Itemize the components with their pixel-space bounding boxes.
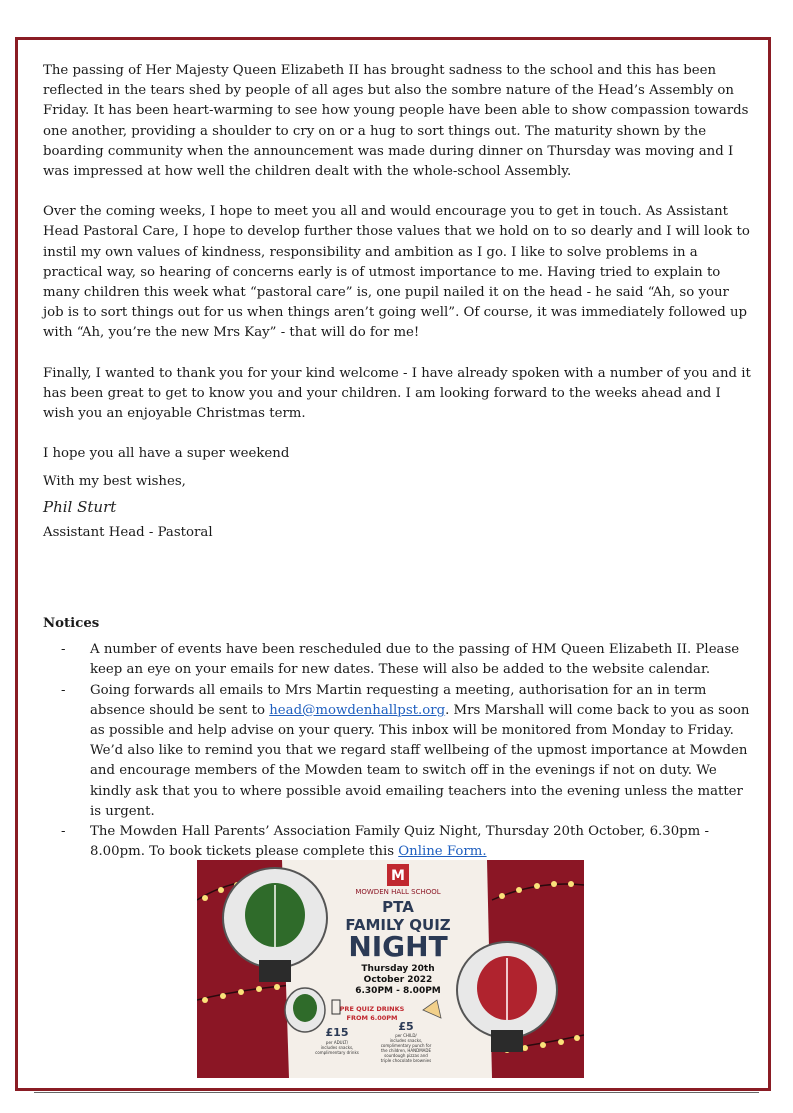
paragraph-3: Finally, I wanted to thank you for your kind welcome - I have already spoken with a number of you and it has been great to get to know you and your children. I am looking forward to the weeks ahead and I wish you an enjoyable Christmas term. bbox=[43, 365, 751, 422]
poster-time: 6.30PM - 8.00PM bbox=[355, 986, 441, 996]
quiz-night-poster bbox=[197, 860, 584, 1078]
paragraph-2: Over the coming weeks, I hope to meet you all and would encourage you to get in touch. As Assistant Head Pastoral Care, I hope to develop further those values that we hold on to so dearly and I will look to instil my own values of kindness, responsibility and ambition as I go. I like to solve problems in a practical way, so hearing of concerns early is of utmost importance to me. Having tried to explain to many children this week what “pastoral care” is, one pupil nailed it on the head - he said “Ah, so your job is to sort things out for us when things aren’t going well”. Of course, it was immediately followed up with “Ah, you’re the new Mrs Kay” - that will do for me! bbox=[43, 204, 750, 341]
poster-child-note4: the children, HANDMADE bbox=[380, 1048, 432, 1053]
signature: Phil Sturt bbox=[43, 497, 117, 516]
head-email-link[interactable]: head@mowdenhallpst.org bbox=[269, 702, 446, 718]
poster-child-note3: complimentary punch for bbox=[380, 1043, 432, 1048]
footer-divider bbox=[34, 1092, 759, 1093]
poster-line1: PTA bbox=[382, 898, 414, 916]
letter-body bbox=[43, 61, 753, 863]
poster-price-child: £5 bbox=[398, 1020, 414, 1033]
poster-child-note6: triple chocolate brownies bbox=[380, 1058, 432, 1063]
poster-date2: October 2022 bbox=[363, 975, 433, 985]
notices-heading: Notices bbox=[43, 616, 100, 632]
svg-text:M: M bbox=[391, 868, 405, 884]
list-dash: - bbox=[61, 824, 66, 840]
poster-adult-note1: per ADULT/ bbox=[325, 1040, 349, 1045]
poster-child-note1: per CHILD/ bbox=[395, 1033, 417, 1038]
poster-adult-note3: complimentary drinks bbox=[315, 1050, 359, 1055]
lightbulb-small-icon bbox=[285, 988, 325, 1032]
list-dash: - bbox=[61, 642, 66, 658]
signatory-role: Assistant Head - Pastoral bbox=[43, 524, 213, 540]
poster-school: MOWDEN HALL SCHOOL bbox=[355, 888, 441, 896]
list-item bbox=[43, 640, 753, 680]
notice-email-text-start: Going forwards all emails to Mrs Martin requesting a meeting, authorisation for an in term absence should be sent to bbox=[90, 682, 707, 718]
online-form-link[interactable]: Online Form. bbox=[398, 844, 487, 860]
poster-child-note2: includes snacks, bbox=[389, 1038, 423, 1043]
closing-line: I hope you all have a super weekend bbox=[43, 446, 290, 462]
poster-drinks2: FROM 6.00PM bbox=[346, 1014, 398, 1022]
list-item bbox=[43, 681, 753, 822]
poster-price-adult: £15 bbox=[325, 1026, 349, 1039]
notice-email-text-end: . Mrs Marshall will come back to you as soon as possible and help advise on your query. This inbox will be monitored from Monday to Friday. We’d also like to remind you that we regard staff wellbeing of the upmost importance at Mowden and encourage members of the Mowden team to switch off in the evenings if not on duty. We kindly ask that you to where possible avoid emailing teachers into the evening unless the matter is urgent. bbox=[90, 702, 750, 819]
poster-date1: Thursday 20th bbox=[361, 964, 435, 974]
poster-adult-note2: includes snacks, bbox=[320, 1045, 354, 1050]
paragraph-1: The passing of Her Majesty Queen Elizabeth II has brought sadness to the school and this has been reflected in the tears shed by people of all ages but also the sombre nature of the Head’s Assembly on Friday. It has been heart-warming to see how young people have been able to show compassion towards one another, providing a shoulder to cry on or a hug to sort things out. The maturity shown by the boarding community when the announcement was made during dinner on Thursday was moving and I was impressed at how well the children dealt with the whole-school Assembly. bbox=[43, 63, 749, 180]
sign-off: With my best wishes, bbox=[43, 474, 186, 490]
notices-list bbox=[43, 640, 753, 862]
notice-rescheduled-text: A number of events have been rescheduled due to the passing of HM Queen Elizabeth II. Please keep an eye on your emails for new dates. These will also be added to the website calendar. bbox=[90, 642, 740, 678]
poster-child-note5: sourdough pizzas and bbox=[384, 1053, 428, 1058]
notice-quiz-text: The Mowden Hall Parents’ Association Family Quiz Night, Thursday 20th October, 6.30pm - 8.00pm. To book tickets please complete this bbox=[90, 824, 710, 860]
list-item bbox=[43, 822, 753, 862]
list-dash: - bbox=[61, 682, 66, 698]
poster-drinks1: PRE QUIZ DRINKS bbox=[339, 1005, 405, 1013]
poster-line3: NIGHT bbox=[348, 930, 448, 963]
poster-line2: FAMILY QUIZ bbox=[345, 916, 451, 934]
